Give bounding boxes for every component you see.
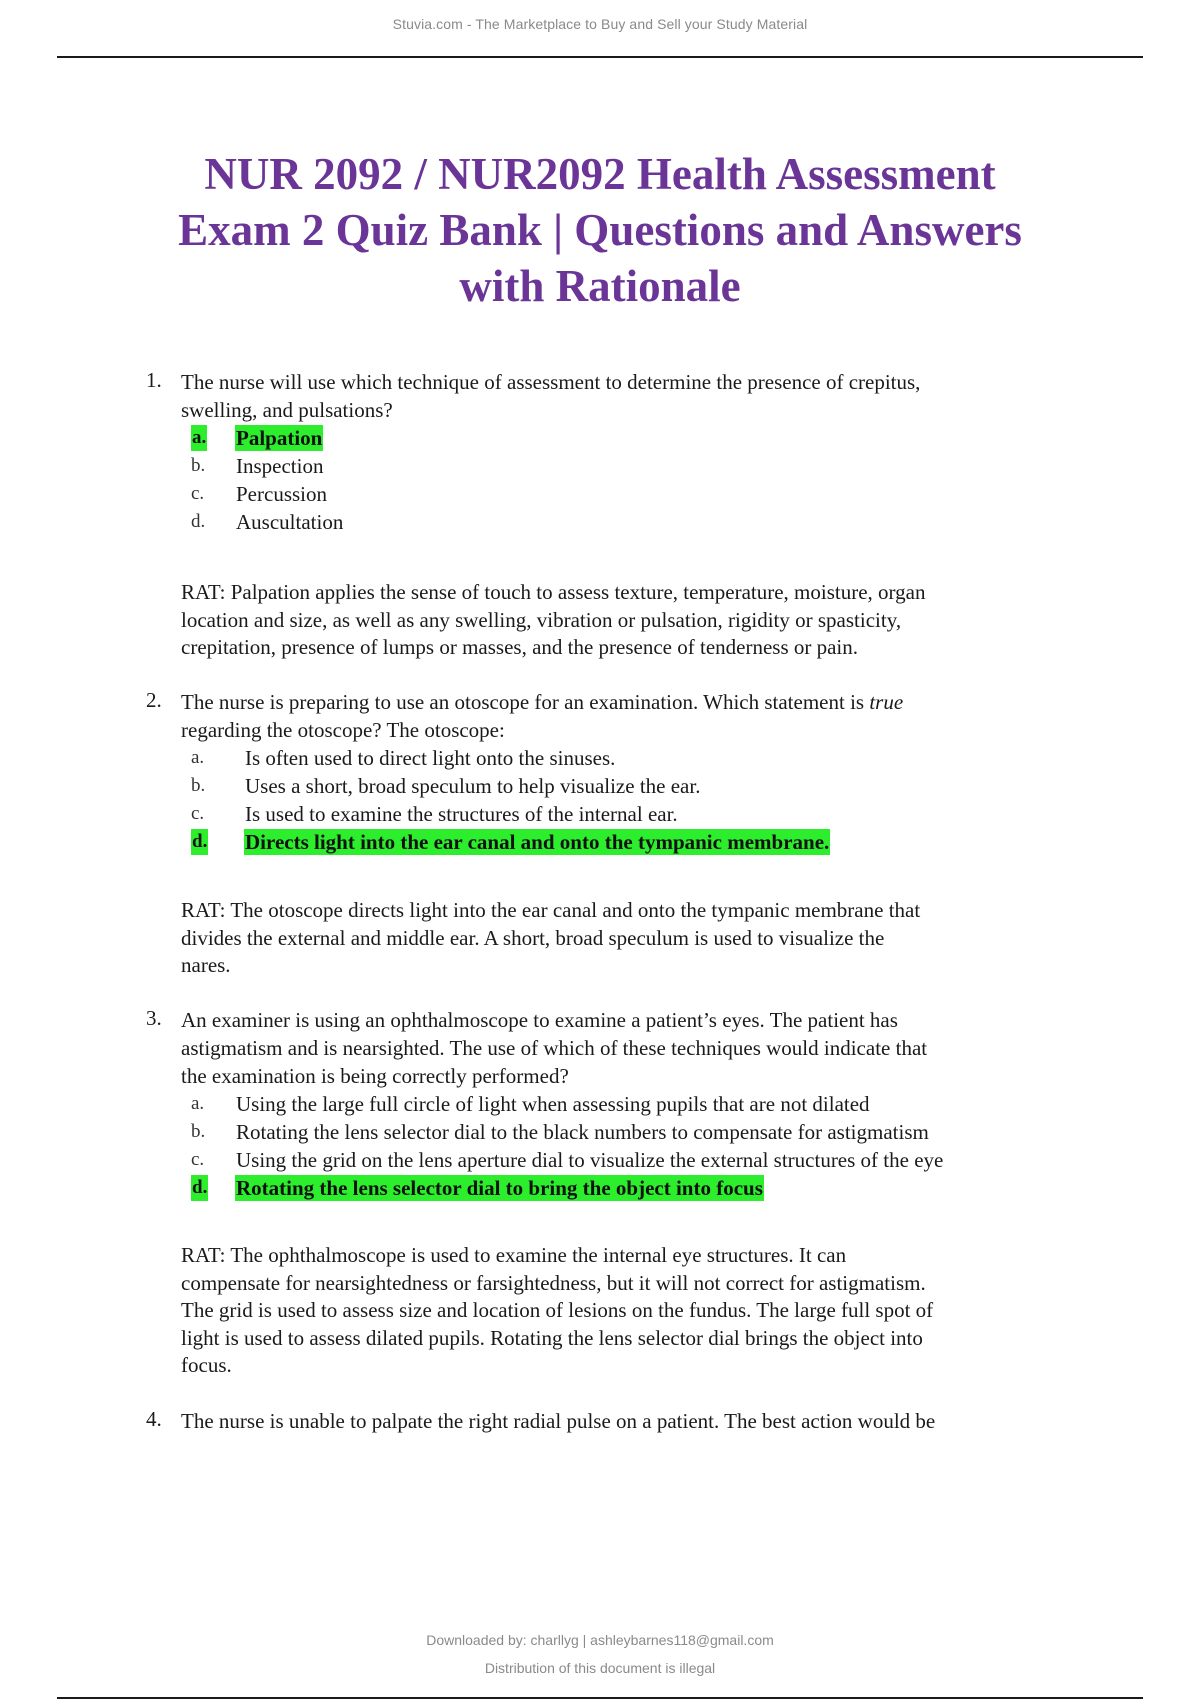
answer-option-correct xyxy=(191,424,1061,452)
rationale-2 xyxy=(181,897,1061,980)
question-3 xyxy=(146,1006,1066,1206)
answer-options xyxy=(191,744,1061,856)
option-letter: c. xyxy=(191,803,205,824)
rationale-line: light is used to assess dilated pupils. Rotating the lens selector dial brings the object into xyxy=(181,1325,923,1350)
answer-option-correct xyxy=(191,1174,1061,1202)
distribution-notice: Distribution of this document is illegal xyxy=(484,1660,716,1676)
question-text-line: swelling, and pulsations? xyxy=(181,398,393,422)
rationale-line: RAT: Palpation applies the sense of touch to assess texture, temperature, moisture, organ xyxy=(181,580,926,604)
option-text: Auscultation xyxy=(236,510,344,534)
question-text xyxy=(181,1006,1066,1090)
option-letter: c. xyxy=(191,483,205,504)
option-text: Uses a short, broad speculum to help visualize the ear. xyxy=(245,774,701,798)
question-text-line: The nurse is unable to palpate the right radial pulse on a patient. The best action would be xyxy=(181,1409,936,1433)
title-line-1: NUR 2092 / NUR2092 Health Assessment xyxy=(204,149,996,199)
question-4 xyxy=(146,1407,1066,1437)
question-text-line: An examiner is using an ophthalmoscope to examine a patient’s eyes. The patient has xyxy=(181,1008,898,1032)
question-text-line: regarding the otoscope? The otoscope: xyxy=(181,718,505,742)
answer-option xyxy=(191,772,1061,800)
question-text-line: the examination is being correctly performed? xyxy=(181,1064,569,1088)
rationale-1 xyxy=(181,579,1061,662)
question-text-line: astigmatism and is nearsighted. The use of which of these techniques would indicate that xyxy=(181,1036,928,1060)
question-number: 2. xyxy=(146,688,162,712)
rationale-line: location and size, as well as any swelling, vibration or pulsation, rigidity or spasticity, xyxy=(181,607,902,632)
rationale-line: crepitation, presence of lumps or masses, and the presence of tenderness or pain. xyxy=(181,635,859,659)
option-text: Palpation xyxy=(236,426,323,450)
answer-option xyxy=(191,452,1061,480)
question-text xyxy=(181,1407,1066,1435)
question-text xyxy=(181,368,1066,424)
question-2 xyxy=(146,688,1066,858)
option-letter: d. xyxy=(191,511,206,532)
question-number: 4. xyxy=(146,1407,162,1431)
footer-divider xyxy=(57,1697,1143,1699)
answer-option xyxy=(191,480,1061,508)
option-letter: a. xyxy=(191,747,205,768)
answer-options xyxy=(191,1090,1061,1202)
option-letter: d. xyxy=(191,1175,208,1201)
question-number: 1. xyxy=(146,368,162,392)
title-line-2: Exam 2 Quiz Bank | Questions and Answers xyxy=(178,205,1022,255)
answer-option xyxy=(191,1118,1061,1146)
option-letter: b. xyxy=(191,1121,206,1142)
question-text xyxy=(181,688,1066,744)
option-text: Rotating the lens selector dial to the black numbers to compensate for astigmatism xyxy=(236,1120,929,1144)
question-text-segment: The nurse is preparing to use an otoscope for an examination. Which statement is xyxy=(181,690,870,714)
option-letter: b. xyxy=(191,775,206,796)
header-divider xyxy=(57,56,1143,58)
question-text-emphasis: true xyxy=(869,690,904,714)
rationale-line: RAT: The ophthalmoscope is used to examine the internal eye structures. It can xyxy=(181,1243,847,1267)
question-text-line xyxy=(181,688,1066,716)
option-text: Rotating the lens selector dial to bring the object into focus xyxy=(236,1176,763,1200)
option-letter: a. xyxy=(191,1093,205,1114)
option-text: Directs light into the ear canal and onto the tympanic membrane. xyxy=(245,830,830,854)
answer-option xyxy=(191,508,1061,536)
option-letter: c. xyxy=(191,1149,205,1170)
option-letter: d. xyxy=(191,829,208,855)
title-line-3: with Rationale xyxy=(459,261,741,311)
rationale-line: nares. xyxy=(181,953,231,977)
answer-option xyxy=(191,1146,1061,1174)
option-text: Percussion xyxy=(236,482,327,506)
rationale-line: divides the external and middle ear. A short, broad speculum is used to visualize the xyxy=(181,925,885,950)
site-header: Stuvia.com - The Marketplace to Buy and Sell your Study Material xyxy=(392,16,808,32)
option-letter: b. xyxy=(191,455,206,476)
option-text: Using the large full circle of light when assessing pupils that are not dilated xyxy=(236,1092,870,1116)
document-title xyxy=(100,146,1100,314)
option-text: Using the grid on the lens aperture dial to visualize the external structures of the eye xyxy=(236,1148,944,1172)
answer-option xyxy=(191,1090,1061,1118)
answer-option xyxy=(191,800,1061,828)
option-text: Is often used to direct light onto the sinuses. xyxy=(245,746,616,770)
question-number: 3. xyxy=(146,1006,162,1030)
rationale-3 xyxy=(181,1242,1061,1380)
download-info: Downloaded by: charllyg | ashleybarnes118@gmail.com xyxy=(426,1632,774,1648)
option-text: Inspection xyxy=(236,454,324,478)
rationale-line: RAT: The otoscope directs light into the ear canal and onto the tympanic membrane that xyxy=(181,898,921,922)
answer-option-correct xyxy=(191,828,1061,856)
option-letter: a. xyxy=(191,425,207,451)
rationale-line: compensate for nearsightedness or farsightedness, but it will not correct for astigmatism. xyxy=(181,1270,926,1295)
question-1 xyxy=(146,368,1066,538)
option-text: Is used to examine the structures of the internal ear. xyxy=(245,802,678,826)
rationale-line: The grid is used to assess size and location of lesions on the fundus. The large full spot of xyxy=(181,1298,934,1322)
rationale-line: focus. xyxy=(181,1353,232,1377)
question-text-line: The nurse will use which technique of assessment to determine the presence of crepitus, xyxy=(181,370,921,394)
answer-option xyxy=(191,744,1061,772)
answer-options xyxy=(191,424,1061,536)
